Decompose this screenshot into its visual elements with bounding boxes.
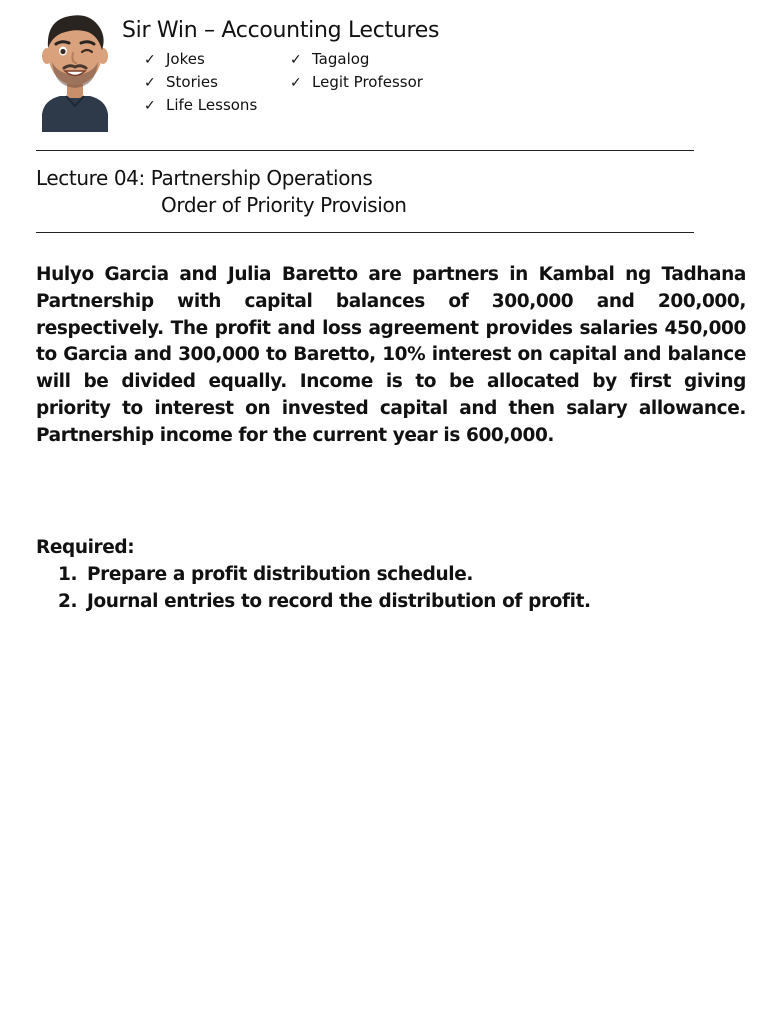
divider-bottom [36,232,694,233]
feature-label: Stories [166,73,218,91]
lecture-subtitle: Order of Priority Provision [161,193,407,217]
checkmark-icon: ✓ [290,52,302,68]
list-item-text: Prepare a profit distribution schedule. [87,564,473,585]
list-item-number: 1. [58,564,78,585]
required-heading: Required: [36,537,135,558]
feature-item [144,71,218,94]
divider-top [36,150,694,151]
header-title: Sir Win – Accounting Lectures [122,18,440,43]
list-item [36,561,736,588]
list-item-number: 2. [58,591,78,612]
checkmark-icon: ✓ [290,75,302,91]
checkmark-icon: ✓ [144,75,156,91]
feature-item [290,71,423,94]
list-item [36,588,736,615]
lecture-title: Lecture 04: Partnership Operations [36,166,373,190]
cartoon-avatar-icon [36,6,114,132]
feature-label: Life Lessons [166,96,258,114]
feature-item [290,48,369,71]
required-list [36,561,736,615]
feature-label: Tagalog [312,50,370,68]
feature-item [144,48,205,71]
feature-checklist [144,48,464,118]
feature-label: Legit Professor [312,73,423,91]
feature-label: Jokes [166,50,205,68]
checkmark-icon: ✓ [144,98,156,114]
list-item-text: Journal entries to record the distribution of profit. [87,591,591,612]
feature-item [144,94,257,117]
problem-statement: Hulyo Garcia and Julia Baretto are partners in Kambal ng Tadhana Partnership with capital balances of 300,000 and 200,000, respectively. The profit and loss agreement provides salaries 450,000 to Garcia and 300,000 to Baretto, 10% interest on capital and balance will be divided equally. Income is to be allocated by first giving priority to interest on invested capital and then salary allowance. Partnership income for the current year is 600,000. [36,264,746,446]
checkmark-icon: ✓ [144,52,156,68]
